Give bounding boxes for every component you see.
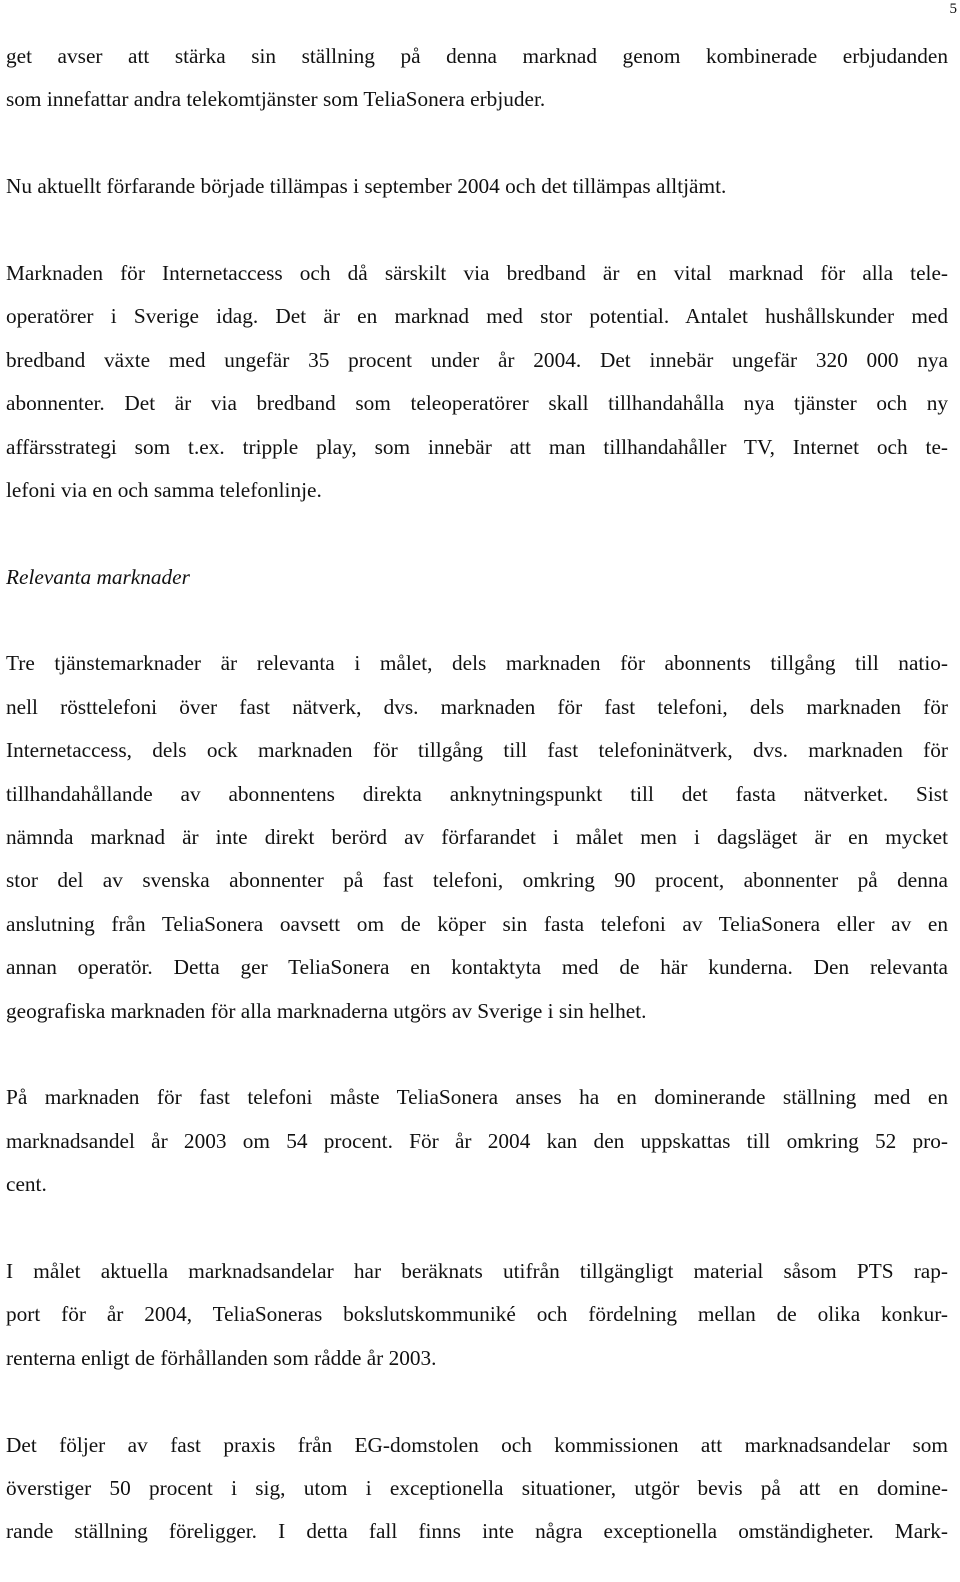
text-line: I målet aktuella marknadsandelar har beräknats utifrån tillgängligt material såsom PTS rap-: [6, 1258, 948, 1283]
paragraph-5: [6, 1082, 948, 1212]
text-line: operatörer i Sverige idag. Det är en marknad med stor potential. Antalet hushållskunder med: [6, 304, 948, 329]
text-line: stor del av svenska abonnenter på fast telefoni, omkring 90 procent, abonnenter på denna: [6, 868, 948, 893]
text-line: bredband växte med ungefär 35 procent under år 2004. Det innebär ungefär 320 000 nya: [6, 347, 948, 372]
paragraph-2: [6, 171, 948, 214]
paragraph-1: [6, 41, 948, 128]
paragraph-4: [6, 648, 948, 1039]
paragraph-6: [6, 1256, 948, 1386]
text-line: anslutning från TeliaSonera oavsett om de köper sin fasta telefoni av TeliaSonera eller av en: [6, 911, 948, 936]
paragraph-3: [6, 258, 948, 518]
section-heading: Relevanta marknader: [6, 564, 190, 589]
text-line: abonnenter. Det är via bredband som teleoperatörer skall tillhandahålla nya tjänster och ny: [6, 391, 948, 416]
text-line: renterna enligt de förhållanden som rådde år 2003.: [6, 1345, 437, 1370]
page-number: 5: [949, 1, 957, 17]
text-line: nell rösttelefoni över fast nätverk, dvs. marknaden för fast telefoni, dels marknaden för: [6, 694, 948, 719]
text-line: Det följer av fast praxis från EG-domstolen och kommissionen att marknadsandelar som: [6, 1432, 948, 1457]
text-line: rande ställning föreligger. I detta fall finns inte några exceptionella omständigheter. Mark-: [6, 1519, 948, 1544]
text-line: get avser att stärka sin ställning på denna marknad genom kombinerade erbjudanden: [6, 44, 948, 68]
text-line: Nu aktuellt förfarande började tillämpas i september 2004 och det tillämpas alltjämt.: [6, 174, 727, 199]
text-line: nämnda marknad är inte direkt berörd av förfarandet i målet men i dagsläget är en mycket: [6, 825, 948, 850]
text-line: Marknaden för Internetaccess och då särskilt via bredband är en vital marknad för alla tele-: [6, 260, 948, 285]
text-line: affärsstrategi som t.ex. tripple play, som innebär att man tillhandahåller TV, Internet och te-: [6, 434, 948, 459]
text-line: geografiska marknaden för alla marknaderna utgörs av Sverige i sin helhet.: [6, 998, 647, 1023]
text-line: överstiger 50 procent i sig, utom i exceptionella situationer, utgör bevis på att en domine-: [6, 1475, 948, 1500]
text-line: lefoni via en och samma telefonlinje.: [6, 477, 322, 502]
text-line: marknadsandel år 2003 om 54 procent. För år 2004 kan den uppskattas till omkring 52 pro-: [6, 1128, 948, 1153]
text-line: som innefattar andra telekomtjänster som TeliaSonera erbjuder.: [6, 87, 546, 112]
text-line: På marknaden för fast telefoni måste TeliaSonera anses ha en dominerande ställning med en: [6, 1085, 948, 1110]
document-body: [6, 41, 948, 1560]
text-line: annan operatör. Detta ger TeliaSonera en kontaktyta med de här kunderna. Den relevanta: [6, 955, 948, 980]
text-line: Tre tjänstemarknader är relevanta i målet, dels marknaden för abonnents tillgång till natio-: [6, 651, 948, 676]
text-line: Internetaccess, dels ock marknaden för tillgång till fast telefoninätverk, dvs. marknaden för: [6, 738, 948, 763]
text-line: tillhandahållande av abonnentens direkta anknytningspunkt till det fasta nätverket. Sist: [6, 781, 948, 806]
paragraph-7: [6, 1430, 948, 1560]
text-line: cent.: [6, 1172, 47, 1197]
text-line: port för år 2004, TeliaSoneras bokslutskommuniké och fördelning mellan de olika konkur-: [6, 1302, 948, 1327]
section-heading-block: [6, 562, 948, 605]
